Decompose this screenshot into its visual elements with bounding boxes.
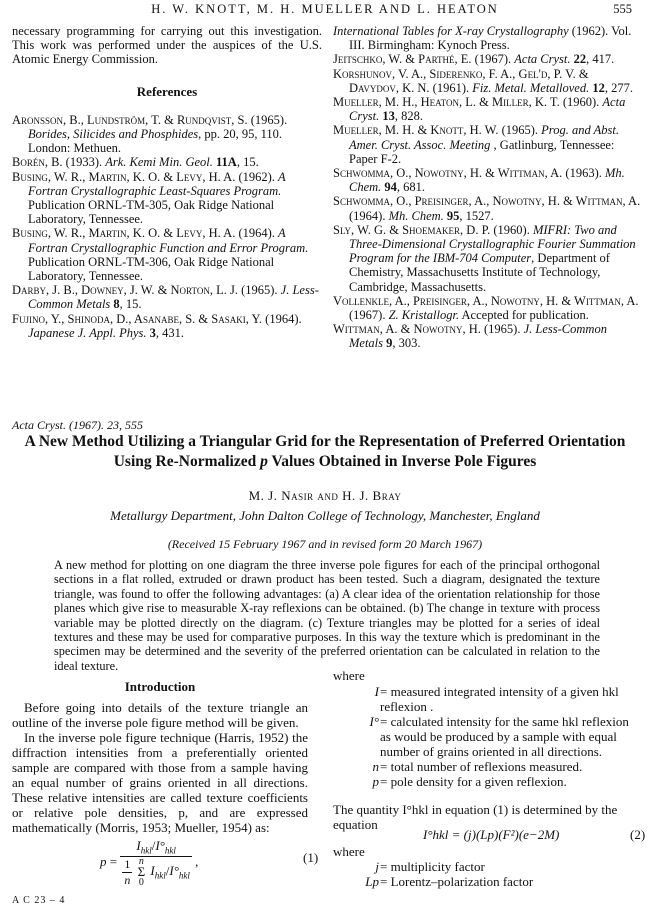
quantity-text: The quantity I°hkl in equation (1) is determined by the equation: [333, 802, 618, 832]
reference-rest: , Gatlinburg, Tennessee: Paper F-2.: [349, 137, 615, 166]
reference-item: [333, 322, 641, 350]
definition-symbol: n: [372, 759, 379, 774]
reference-rest: (1962). Vol. III. Birmingham: Kynoch Press.: [349, 24, 632, 53]
intro-paragraph-2: In the inverse pole figure technique (Harris, 1952) the diffraction intensities from a preferentially oriented sample are compared with those from a sample having an equal number of grains oriented in all directions. These relative intensities are called texture coefficients or relative pole densities, p, and are expressed mathematically (Morris, 1953; Mueller, 1954) as:: [12, 730, 308, 835]
reference-item: [333, 166, 641, 194]
reference-rest: , 15.: [119, 297, 142, 312]
reference-rest: , 417.: [586, 52, 615, 67]
reference-item: [12, 283, 322, 311]
reference-authors: Darby, J. B., Downey, J. W. & Norton, L. J. (1965).: [12, 283, 278, 298]
signature-code: A C 23 – 4: [12, 895, 66, 906]
definition-item: [333, 714, 641, 759]
reference-vol: 13: [382, 109, 395, 124]
reference-authors: Schwomma, O., Preisinger, A., Nowotny, H. & Wittman, A. (1964).: [333, 194, 641, 223]
title-italic-p: p: [260, 453, 268, 470]
reference-item: [333, 223, 641, 294]
reference-rest: , pp. 20, 95, 110. London: Methuen.: [28, 127, 283, 156]
article-authors: M. J. Nasir and H. J. Bray: [248, 488, 402, 503]
reference-authors: Wittman, A. & Nowotny, H. (1965).: [333, 322, 521, 337]
symbol-definitions-2: [333, 859, 641, 889]
reference-item: [12, 155, 322, 169]
abstract: A new method for plotting on one diagram the three inverse pole figures for each of the principal orthogonal sections in a flat rolled, extruded or drawn product has been tested. Such a diagram, designated the texture triangle, was found to offer the following advantages: (a) A clear idea of the orientation relationship for those planes which give rise to measurable X-ray reflexions can be obtained. (b) The change in texture with process variable may be plotted directly on the diagram. (c) Texture triangles may be plotted for a series of ideal textures and these may be used for comparative purposes. In this way the texture which is predominant in the specimen may be determined and the severity of the preferred orientation can be calculated in relation to the ideal texture.: [54, 558, 600, 673]
reference-rest: Publication ORNL-TM-305, Oak Ridge National Laboratory, Tennessee.: [28, 198, 275, 227]
reference-authors: Fujino, Y., Shinoda, D., Asanabe, S. & Sasaki, Y. (1964).: [12, 311, 302, 326]
reference-journal: Fiz. Metal. Metalloved.: [472, 80, 590, 95]
reference-item: [333, 67, 641, 95]
reference-authors: Busing, W. R., Martin, K. O. & Levy, H. A. (1964).: [12, 226, 275, 241]
article-title: [0, 432, 650, 472]
reference-journal: Japanese J. Appl. Phys.: [28, 325, 147, 340]
definition-text: = multiplicity factor: [380, 859, 485, 874]
reference-vol: 22: [573, 52, 587, 67]
reference-authors: Borén, B. (1933).: [12, 155, 103, 170]
reference-rest: , 277.: [604, 80, 633, 95]
reference-journal: J. Less-Common Metals: [349, 322, 607, 351]
definition-item: [333, 684, 641, 714]
running-header-authors: H. W. KNOTT, M. H. MUELLER AND L. HEATON: [151, 2, 499, 16]
reference-authors: Korshunov, V. A., Siderenko, F. A., Gel'd, P. V. & Davydov, K. N. (1961).: [333, 66, 589, 95]
introduction-text: [12, 700, 308, 835]
definition-symbol: j: [375, 859, 379, 874]
received-dates: (Received 15 February 1967 and in revised form 20 March 1967): [167, 537, 483, 551]
equation-2: I°hkl = (j)(Lp)(F²)(e−2M): [423, 827, 560, 842]
equation-1-number: (1): [303, 850, 319, 865]
equation-2-number: (2): [630, 827, 646, 842]
definition-item: [333, 759, 641, 774]
reference-item: [12, 226, 322, 283]
reference-journal: Acta Cryst.: [514, 52, 571, 67]
reference-authors: Mueller, M. H., Heaton, L. & Miller, K. T. (1960).: [333, 95, 600, 110]
journal-citation: Acta Cryst. (1967). 23, 555: [12, 418, 143, 432]
equation-1: p = $I_{hkl}/I^\circ_{hkl}$ $\frac{1}{n}$ n Σ 0 $I_{hkl}/I^\circ_{hkl}$ ,: [100, 838, 199, 889]
reference-title: Borides, Silicides and Phosphides: [28, 127, 199, 142]
references-list-right: [333, 24, 641, 351]
reference-journal: Z. Kristallogr.: [388, 308, 460, 323]
definition-text: = measured integrated intensity of a given hkl reflexion .: [380, 684, 619, 714]
reference-vol: 12: [592, 80, 605, 95]
definition-symbol: Lp: [365, 874, 379, 889]
reference-rest: Accepted for publication.: [461, 308, 589, 323]
reference-rest: , 828.: [394, 109, 423, 124]
definition-text: = calculated intensity for the same hkl reflexion as would be produced by a sample with equal number of grains oriented in all directions.: [380, 714, 629, 759]
definition-item: [333, 874, 641, 889]
references-list-left: [12, 113, 322, 340]
reference-vol: 8: [113, 297, 120, 312]
reference-authors: Sly, W. G. & Shoemaker, D. P. (1960).: [333, 222, 530, 237]
reference-title: International Tables for X-ray Crystallography: [333, 24, 569, 38]
reference-title: A Fortran Crystallographic Least-Squares Program.: [28, 169, 286, 198]
reference-item: [333, 95, 641, 123]
reference-title: A Fortran Crystallographic Function and Error Program.: [28, 226, 309, 255]
reference-authors: Mueller, M. H. & Knott, H. W. (1965).: [333, 123, 539, 138]
reference-journal: J. Less-Common Metals: [28, 283, 319, 312]
equation-1-fraction: $I_{hkl}/I^\circ_{hkl}$ $\frac{1}{n}$ n Σ 0 $I_{hkl}/I^\circ_{hkl}$: [120, 838, 192, 888]
reference-item: [333, 194, 641, 222]
reference-vol: 11A: [216, 155, 237, 170]
intro-paragraph-1: Before going into details of the texture triangle an outline of the inverse pole figure method will be given.: [12, 700, 308, 730]
reference-authors: Aronsson, B., Lundström, T. & Rundqvist, S. (1965).: [12, 112, 288, 127]
article-affiliation: Metallurgy Department, John Dalton College of Technology, Manchester, England: [110, 508, 540, 523]
reference-item: [333, 123, 641, 166]
reference-journal: Mh. Chem.: [349, 166, 625, 195]
definition-text: = total number of reflexions measured.: [380, 759, 583, 774]
definition-item: [333, 859, 641, 874]
definition-text: = Lorentz–polarization factor: [380, 874, 534, 889]
title-line-2a: Using Re-Normalized: [113, 453, 261, 470]
reference-rest: , 681.: [396, 180, 426, 195]
reference-rest: , 1527.: [459, 208, 494, 223]
introduction-heading: Introduction: [124, 679, 196, 694]
definition-symbol: I: [374, 684, 379, 699]
reference-item: [333, 294, 641, 322]
reference-title: MIFRI: Two and Three-Dimensional Crystallographic Fourier Summation Program for the IBM-704 Computer: [349, 222, 636, 266]
reference-authors: Vollenkle, A., Preisinger, A., Nowotny, H. & Wittman, A. (1967).: [333, 293, 639, 323]
reference-vol: 9: [386, 336, 393, 351]
reference-authors: Schwomma, O., Nowotny, H. & Wittman, A. (1963).: [333, 166, 602, 181]
title-line-2b: Values Obtained in Inverse Pole Figures: [267, 453, 537, 470]
reference-authors: Busing, W. R., Martin, K. O. & Levy, H. A. (1962).: [12, 169, 275, 184]
reference-journal: Ark. Kemi Min. Geol.: [105, 155, 213, 170]
right-top-column: [333, 24, 641, 351]
title-line-1: A New Method Utilizing a Triangular Grid for the Representation of Preferred Orientation: [24, 433, 626, 450]
definition-text: = pole density for a given reflexion.: [380, 774, 567, 789]
reference-journal: Acta Cryst.: [349, 95, 626, 124]
reference-authors: Jeitschko, W. & Parthé, E. (1967).: [333, 52, 512, 67]
left-top-column: [12, 24, 322, 340]
reference-item: [12, 113, 322, 156]
reference-item: [12, 170, 322, 227]
reference-rest: Publication ORNL-TM-306, Oak Ridge National Laboratory, Tennessee.: [28, 254, 275, 284]
where-label-2: where: [333, 844, 365, 859]
page-number: 555: [613, 2, 632, 16]
reference-rest: , Department of Chemistry, Massachusetts Institute of Technology, Cambridge, Massachusetts.: [349, 251, 610, 294]
reference-rest: , 303.: [392, 336, 421, 351]
reference-journal: Prog. and Abst. Amer. Cryst. Assoc. Meeting: [349, 123, 619, 152]
reference-journal: Mh. Chem.: [388, 208, 444, 223]
definition-symbol: p: [372, 774, 379, 789]
reference-vol: 95: [446, 208, 460, 223]
reference-item: [12, 312, 322, 340]
references-heading: References: [136, 83, 198, 99]
symbol-definitions: [333, 684, 641, 789]
reference-rest: , 431.: [155, 325, 184, 340]
where-label: where: [333, 668, 365, 683]
reference-vol: 94: [384, 180, 397, 195]
definition-symbol: I°: [369, 714, 379, 729]
reference-rest: , 15.: [236, 155, 259, 170]
reference-vol: 3: [149, 325, 156, 340]
reference-item: [333, 24, 641, 52]
previous-article-ending: necessary programming for carrying out this investigation. This work was performed under the auspices of the U.S. Atomic Energy Commission.: [12, 24, 322, 67]
reference-item: [333, 52, 641, 66]
definition-item: [333, 774, 641, 789]
